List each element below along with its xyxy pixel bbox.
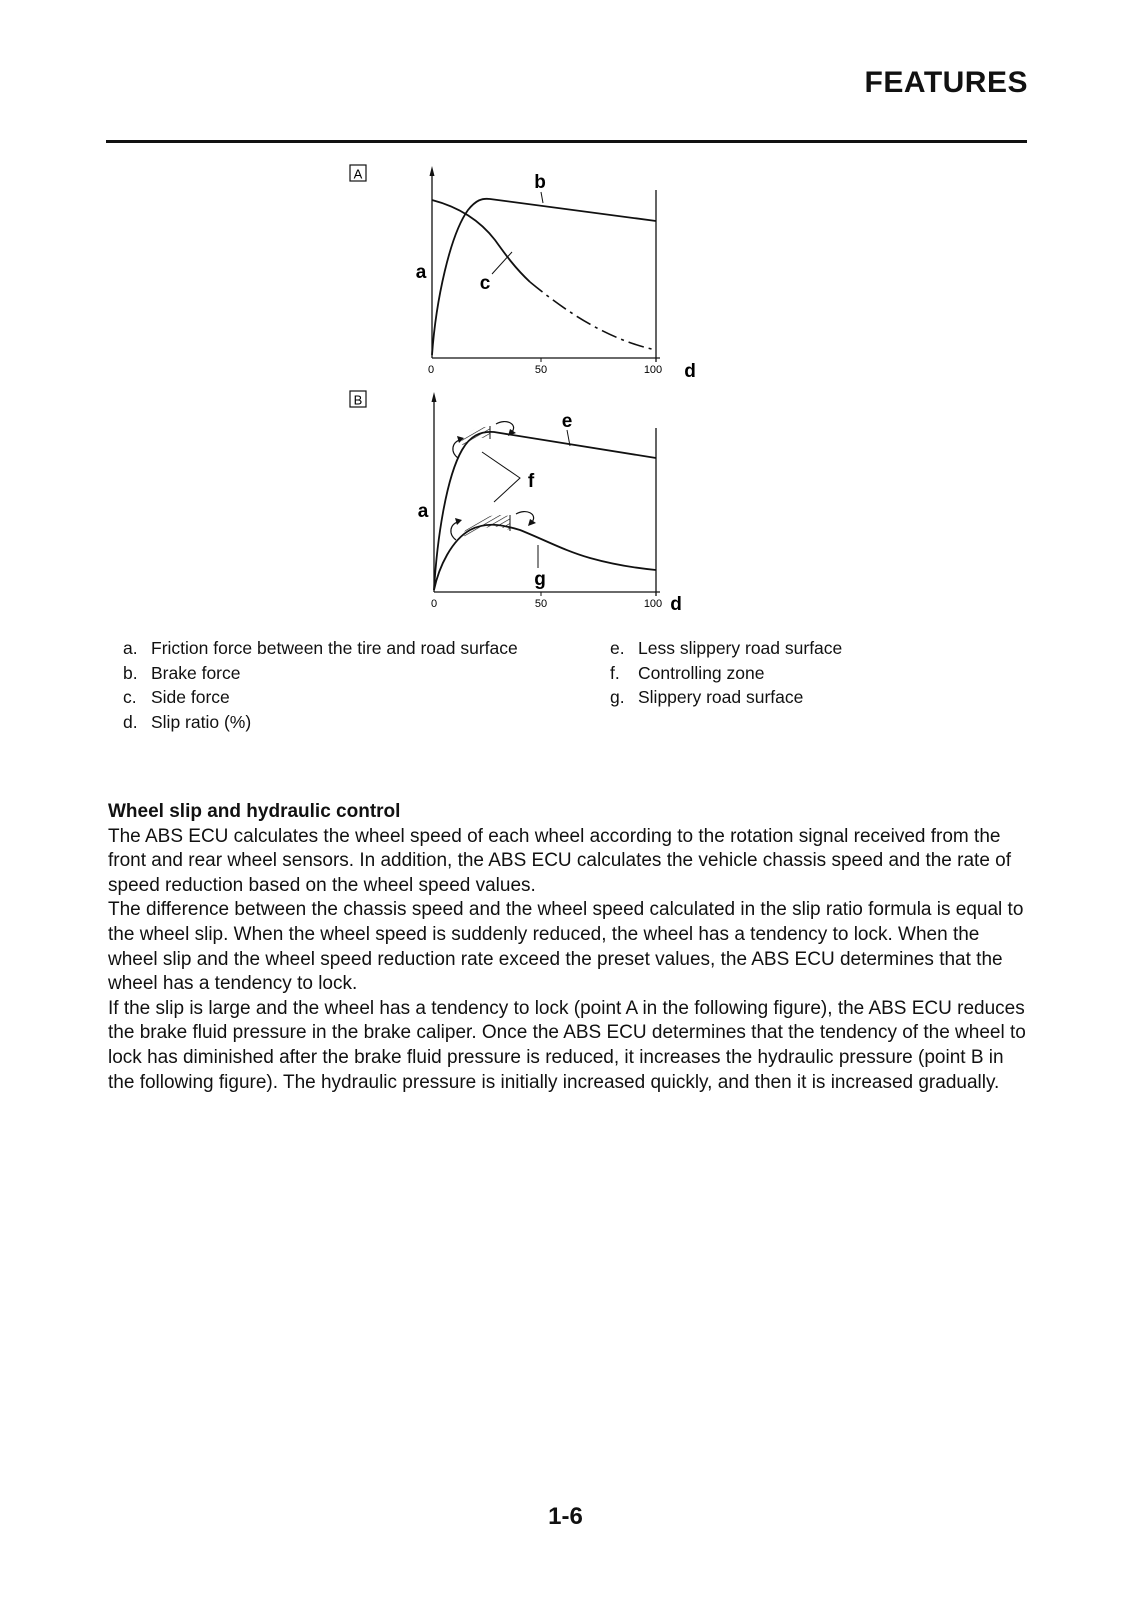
legend-item [123,661,523,686]
legend-text: Less slippery road surface [638,638,843,658]
legend-key: c. [123,687,137,707]
panel-b [350,391,682,615]
section-paragraph: The ABS ECU calculates the wheel speed of each wheel according to the rotation signal received from the front and rear wheel sensors. In addition, the ABS ECU calculates the vehicle chassis speed and the rate of speed reduction based on the wheel speed values. [108,825,1012,896]
panel-b-tick-label-0: 0 [430,598,438,610]
panel-b-label-d: d [670,594,682,615]
panel-a-label-c: c [479,273,491,294]
legend-text: Slippery road surface [638,687,804,707]
section-heading: Wheel slip and hydraulic control [108,801,401,822]
legend-right [610,636,1010,710]
panel-b-label-a: a [417,501,429,522]
panel-a-leader-c [492,252,512,274]
panel-a-leader-b [541,192,543,203]
legend-text: Controlling zone [638,662,765,683]
legend-item [123,710,523,735]
panel-b-label: B [353,392,363,408]
legend-text: Side force [151,687,230,707]
panel-b-label-f: f [527,471,535,492]
panel-b-arrow-lower-left-head [455,518,462,525]
legend-left [123,636,523,734]
panel-a-curve-c-dash [530,282,656,350]
page-number: 1-6 [548,1503,583,1530]
panel-a-tick-label-100: 100 [643,364,663,376]
panel-a-curve-c-solid [432,200,530,282]
legend-text: Slip ratio (%) [151,711,252,732]
legend-key: a. [123,638,138,658]
legend-text: Friction force between the tire and road surface [151,638,518,658]
panel-a-tick-label-0: 0 [427,364,435,376]
legend-key: e. [610,638,625,658]
legend-item [610,636,1010,661]
legend-item [123,636,523,661]
panel-a-tick-label-50: 50 [534,364,548,376]
legend-text: Brake force [151,662,241,683]
panel-a-label-b: b [534,172,546,193]
legend-key: b. [123,662,138,683]
legend-item [610,685,1010,710]
legend-item [123,685,523,710]
section-paragraph: If the slip is large and the wheel has a tendency to lock (point A in the following figure), the ABS ECU reduces the brake fluid pressure in the brake caliper. Once the ABS ECU determines that the tendency of the wheel to lock has diminished after the brake fluid pressure is reduced, it increases the hydraulic pressure (point B in the following figure). The hydraulic pressure is initially increased quickly, and then it is increased gradually. [108,997,1026,1093]
slip-ratio-figure [0,0,1131,640]
panel-b-label-e: e [561,411,573,432]
panel-a-label-d: d [684,361,696,382]
panel-a-label: A [353,166,363,182]
panel-a-y-axis-arrow [430,166,435,176]
panel-b-tick-label-100: 100 [643,598,663,610]
panel-a-curve-b [432,199,656,355]
legend-key: g. [610,687,625,707]
section-paragraph: The difference between the chassis speed and the wheel speed calculated in the slip ratio formula is equal to the wheel slip. When the wheel speed is suddenly reduced, the wheel has a tendency to lock. When the wheel slip and the wheel speed reduction rate exceed the preset values, the ABS ECU determines that the wheel has a tendency to lock. [108,899,1024,995]
panel-b-tick-label-50: 50 [534,598,548,610]
panel-a-label-a: a [415,262,427,283]
panel-b-label-g: g [534,569,546,590]
legend-item [610,661,1010,686]
wheel-slip-section [108,800,1029,1095]
header-title: FEATURES [864,66,1028,99]
legend-key: d. [123,711,138,732]
legend-key: f. [610,662,620,683]
panel-b-leader-f [482,452,520,502]
panel-a [350,165,696,382]
panel-b-y-axis-arrow [432,392,437,402]
panel-b-arrow-lower-right-head [528,519,536,526]
